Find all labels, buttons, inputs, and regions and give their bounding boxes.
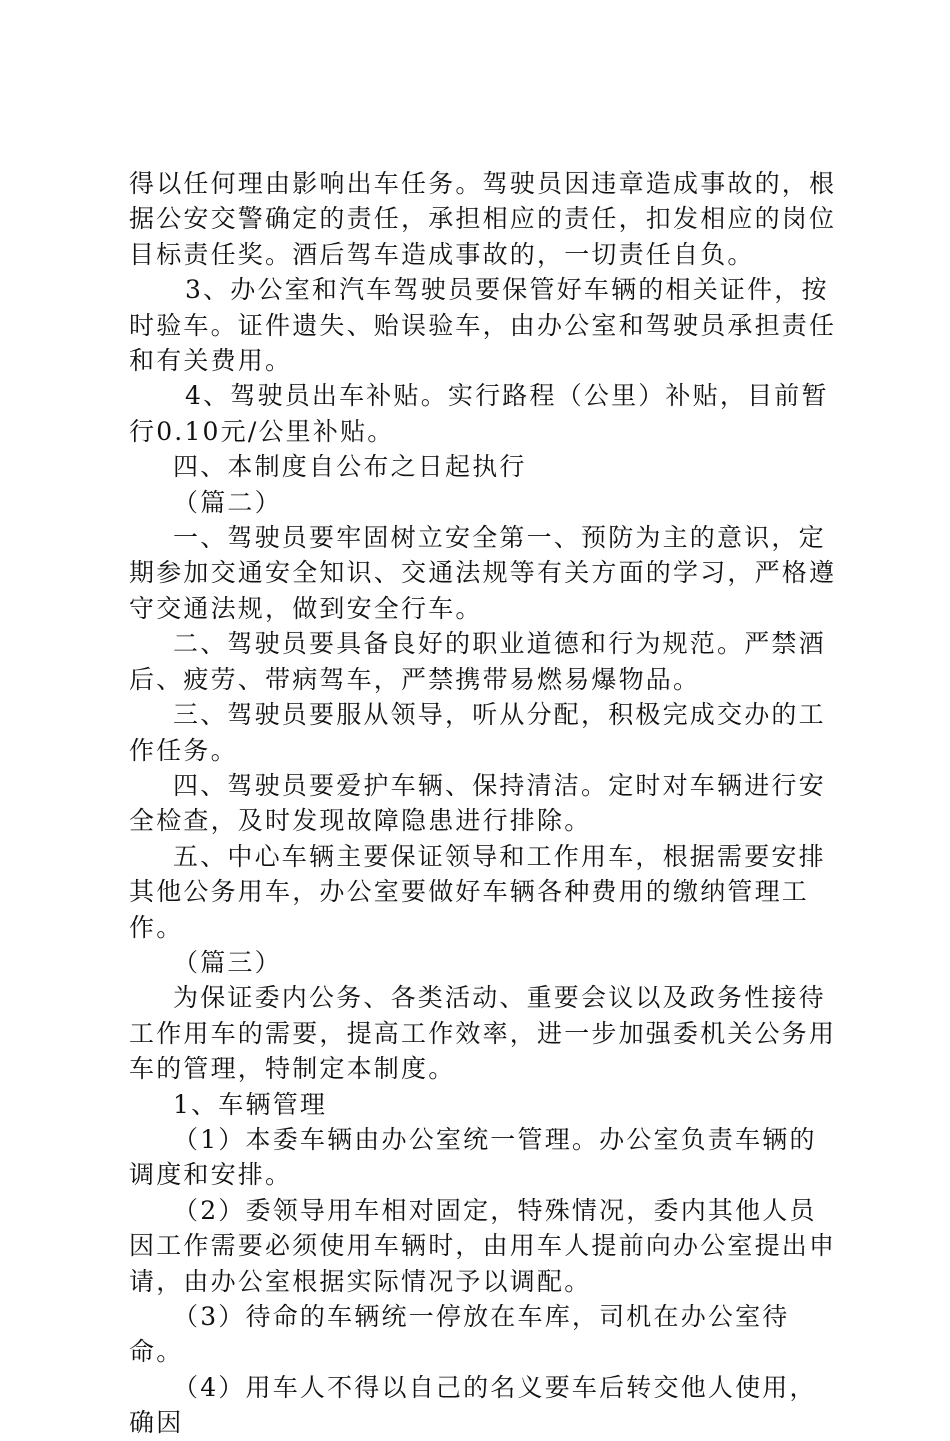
paragraph-part3-intro: 为保证委内公务、各类活动、重要会议以及政务性接待工作用车的需要，提高工作效率，进一步加强委机关公务用车的管理，特制定本制度。 xyxy=(129,983,837,1084)
paragraph-part2-item-1: 一、驾驶员要牢固树立安全第一、预防为主的意识，定期参加交通安全知识、交通法规等有关方面的学习，严格遵守交通法规，做到安全行车。 xyxy=(129,523,837,623)
paragraph-part2-item-4: 四、驾驶员要爱护车辆、保持清洁。定时对车辆进行安全检查，及时发现故障隐患进行排除。 xyxy=(129,770,826,836)
paragraph-continued: 得以任何理由影响出车任务。驾驶员因违章造成事故的，根据公安交警确定的责任，承担相应的责任，扣发相应的岗位目标责任奖。酒后驾车造成事故的，一切责任自负。 xyxy=(129,169,837,269)
paragraph-part2-item-2: 二、驾驶员要具备良好的职业道德和行为规范。严禁酒后、疲劳、带病驾车，严禁携带易燃易爆物品。 xyxy=(129,629,826,694)
paragraph-part2-item-3: 三、驾驶员要服从领导，听从分配，积极完成交办的工作任务。 xyxy=(129,700,826,765)
paragraph-rule-2: （2）委领导用车相对固定，特殊情况，委内其他人员因工作需要必须使用车辆时，由用车人提前向办公室提出申请，由办公室根据实际情况予以调配。 xyxy=(129,1195,837,1296)
subheading-vehicle-management: 1、车辆管理 xyxy=(173,1089,328,1119)
paragraph-part2-item-5: 五、中心车辆主要保证领导和工作用车，根据需要安排其他公务用车，办公室要做好车辆各种费用的缴纳管理工作。 xyxy=(129,841,826,942)
paragraph-item-3: 3、办公室和汽车驾驶员要保管好车辆的相关证件，按时验车。证件遗失、贻误验车，由办公室和驾驶员承担责任和有关费用。 xyxy=(129,275,837,376)
paragraph-item-4: 4、驾驶员出车补贴。实行路程（公里）补贴，目前暂行0.10元/公里补贴。 xyxy=(129,381,829,446)
paragraph-rule-4: （4）用车人不得以自己的名义要车后转交他人使用，确因 xyxy=(129,1372,817,1438)
document-body xyxy=(129,166,839,1441)
paragraph-rule-3: （3）待命的车辆统一停放在车库，司机在办公室待命。 xyxy=(129,1302,790,1367)
paragraph-rule-1: （1）本委车辆由办公室统一管理。办公室负责车辆的调度和安排。 xyxy=(129,1124,817,1190)
section-heading-part3: （篇三） xyxy=(173,947,282,977)
paragraph-section-4: 四、本制度自公布之日起执行 xyxy=(173,452,527,482)
section-heading-part2: （篇二） xyxy=(173,487,282,517)
